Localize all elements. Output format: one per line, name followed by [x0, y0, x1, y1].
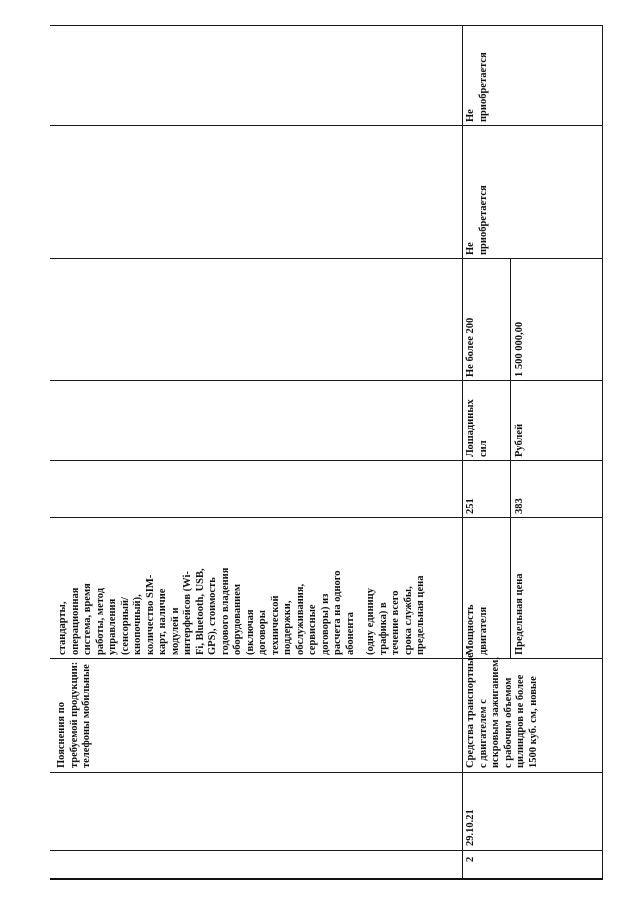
row2-sub2-characteristic: [514, 573, 527, 655]
cell-text: искровым зажиганием,: [490, 657, 501, 768]
cell-text: (одну единицу: [365, 588, 376, 655]
cell-text: расчета на одного: [332, 570, 343, 655]
cell-text: договоры) из: [319, 593, 331, 655]
grid-line: [50, 380, 603, 381]
cell-text: срока службы,: [402, 586, 414, 655]
cell-text: цилиндров не более: [515, 674, 526, 768]
cell-text: GPS), стоимость: [207, 577, 218, 655]
row1-characteristics-cell: [57, 568, 428, 655]
cell-text: предельная цена: [415, 575, 426, 655]
cell-text: работы, метод: [94, 587, 106, 655]
cell-text: модулей и: [169, 607, 181, 655]
cell-text: трафика) в: [377, 602, 389, 655]
cell-text: карт, наличие: [157, 588, 168, 655]
cell-text: сервисные: [307, 604, 318, 655]
grid-line: [462, 25, 463, 880]
row2-code: [465, 809, 478, 846]
cell-text: оборудованием: [232, 583, 243, 655]
cell-text: сил: [477, 440, 489, 457]
cell-text: приобретается: [477, 52, 489, 122]
cell-text: Не более 200: [465, 317, 476, 377]
cell-text: Пояснения по: [56, 702, 67, 768]
cell-text: требуемой продукции:: [68, 661, 80, 768]
row2-sub1-value: [465, 318, 478, 377]
cell-text: с двигателем с: [477, 699, 489, 768]
row2-sub2-okei-code: [514, 498, 527, 514]
cell-text: абонента: [344, 612, 356, 655]
cell-text: интерфейсов (Wi-: [182, 571, 193, 655]
cell-text: Не: [465, 242, 476, 255]
row2-number: [465, 857, 478, 862]
cell-text: 1 500 000,00: [514, 321, 525, 377]
cell-text: (включая: [244, 609, 256, 655]
cell-text: с рабочим объемом: [502, 677, 514, 768]
grid-line: [50, 125, 603, 126]
row2-sub1-unit: [465, 399, 490, 457]
cell-text: управления: [107, 598, 118, 655]
row2-sub2-value: [514, 322, 527, 377]
row1-name-cell: [56, 662, 94, 768]
cell-text: годового владения: [219, 567, 231, 655]
cell-text: обслуживания,: [294, 583, 306, 655]
cell-text: поддержки,: [282, 600, 293, 655]
cell-text: телефоны мобильные: [81, 664, 92, 768]
cell-text: (сенсорный/: [119, 597, 131, 655]
cell-text: течение всего: [390, 590, 401, 655]
grid-line: [50, 460, 603, 461]
cell-text: 2: [465, 856, 476, 862]
cell-text: система, время: [82, 583, 93, 655]
cell-text: операционная: [69, 587, 81, 655]
table-bottom-edge: [50, 878, 603, 880]
cell-text: 29.10.21: [465, 809, 476, 846]
row2-sub2-unit: [514, 424, 527, 457]
grid-line: [602, 25, 603, 880]
row1-not-acquired-a: [465, 52, 490, 122]
cell-text: Лошадиных: [465, 399, 476, 457]
row2-name-cell: [465, 653, 540, 768]
cell-text: 1500 куб. см, новые: [527, 676, 539, 768]
grid-line: [50, 258, 603, 259]
row2-sub1-okei-code: [465, 498, 478, 514]
cell-text: Не: [465, 109, 476, 122]
cell-text: количество SIM-: [144, 574, 156, 655]
cell-text: 251: [465, 498, 476, 514]
cell-text: кнопочный),: [132, 594, 143, 655]
cell-text: стандарты,: [57, 601, 68, 655]
cell-text: 383: [514, 498, 525, 514]
grid-line: [50, 25, 603, 26]
cell-text: Мощность: [465, 604, 476, 655]
cell-text: технической: [269, 595, 281, 655]
cell-text: Средства транспортные: [465, 653, 476, 768]
grid-line: [50, 772, 603, 773]
grid-line: [510, 258, 511, 658]
cell-text: приобретается: [477, 185, 489, 255]
cell-text: Рублей: [514, 423, 525, 457]
row1-not-acquired-b: [465, 185, 490, 255]
cell-text: договоры: [257, 610, 268, 655]
row2-sub1-characteristic: [465, 604, 490, 655]
grid-line: [50, 517, 603, 518]
cell-text: Fi, Bluetooth, USB,: [194, 568, 206, 655]
cell-text: Предельная цена: [514, 573, 525, 655]
cell-text: двигателя: [477, 606, 489, 655]
grid-line: [50, 850, 603, 851]
